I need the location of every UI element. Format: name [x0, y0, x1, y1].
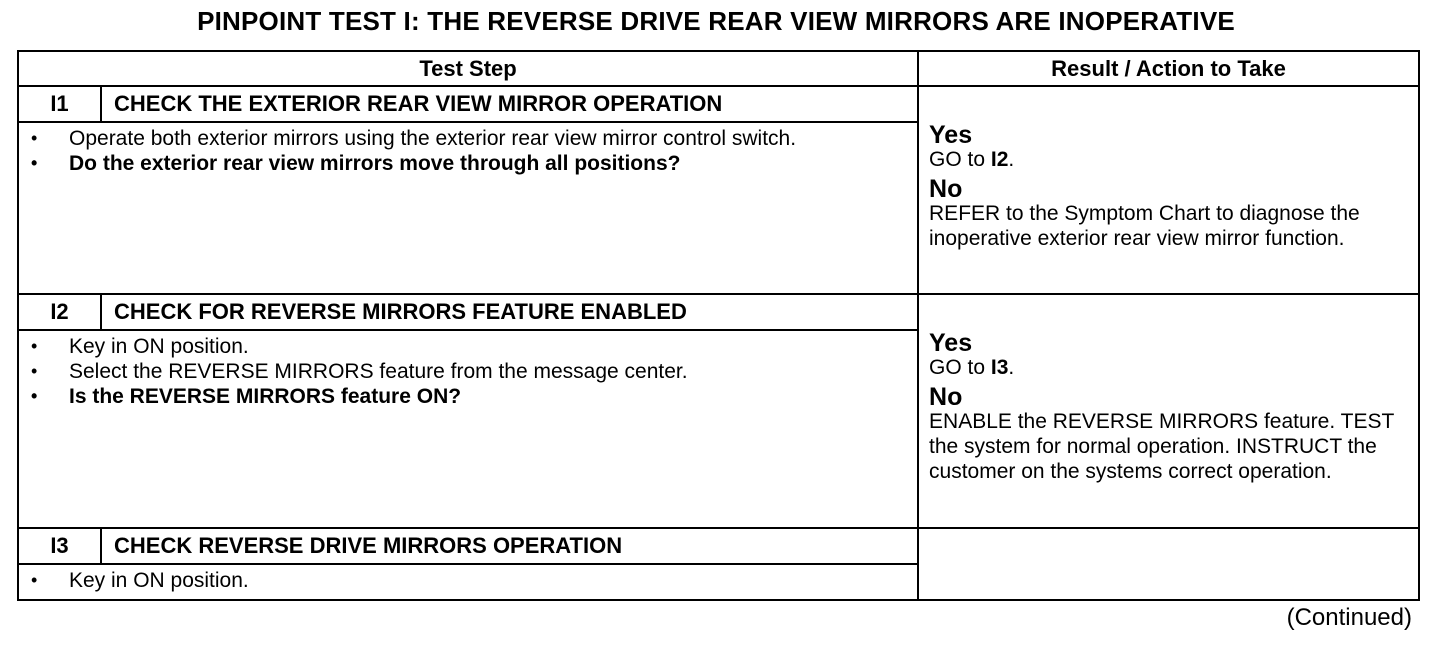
step-title-row	[18, 528, 1419, 564]
result-cell	[918, 86, 1419, 294]
bullet-icon: •	[31, 386, 38, 406]
step-id: I1	[18, 86, 101, 122]
header-result: Result / Action to Take	[918, 51, 1419, 86]
step-title-row	[18, 294, 1419, 330]
step-id: I2	[18, 294, 101, 330]
yes-label: Yes	[929, 121, 973, 149]
continued-note: (Continued)	[1286, 604, 1412, 631]
list-item: • Is the REVERSE MIRRORS feature ON?	[31, 385, 462, 408]
table-header-row	[18, 51, 1419, 86]
bullet-icon: •	[31, 128, 38, 148]
list-item: • Do the exterior rear view mirrors move through all positions?	[31, 152, 681, 175]
list-item: • Key in ON position.	[31, 335, 249, 358]
yes-label: Yes	[929, 329, 973, 357]
step-title-row	[18, 86, 1419, 122]
no-action: ENABLE the REVERSE MIRRORS feature. TEST the system for normal operation. INSTRUCT the customer on the systems correct operation.	[929, 410, 1394, 483]
bullet-icon: •	[31, 153, 38, 173]
step-bullet-list	[29, 334, 907, 409]
bullet-icon: •	[31, 336, 38, 356]
result-cell	[918, 528, 1419, 600]
bullet-icon: •	[31, 361, 38, 381]
list-item: • Key in ON position.	[31, 569, 249, 592]
step-id: I3	[18, 528, 101, 564]
step-bullet-list	[29, 568, 907, 593]
step-body	[18, 122, 918, 294]
no-label: No	[929, 175, 963, 203]
pinpoint-test-table	[17, 50, 1420, 601]
step-body	[18, 330, 918, 528]
bullet-icon: •	[31, 570, 38, 590]
header-test-step: Test Step	[18, 51, 918, 86]
list-item: • Operate both exterior mirrors using the exterior rear view mirror control switch.	[31, 127, 797, 150]
step-title: CHECK REVERSE DRIVE MIRRORS OPERATION	[101, 528, 918, 564]
yes-target: I2	[990, 148, 1009, 171]
yes-action: GO to I3.	[929, 356, 1015, 379]
step-body	[18, 564, 918, 600]
step-title: CHECK THE EXTERIOR REAR VIEW MIRROR OPERATION	[101, 86, 918, 122]
page-title: PINPOINT TEST I: THE REVERSE DRIVE REAR VIEW MIRRORS ARE INOPERATIVE	[197, 6, 1235, 36]
no-label: No	[929, 383, 963, 411]
no-action: REFER to the Symptom Chart to diagnose the inoperative exterior rear view mirror function.	[929, 202, 1360, 250]
yes-action: GO to I2.	[929, 148, 1015, 171]
list-item: • Select the REVERSE MIRRORS feature from the message center.	[31, 360, 688, 383]
yes-target: I3	[990, 356, 1009, 379]
result-cell	[918, 294, 1419, 528]
step-title: CHECK FOR REVERSE MIRRORS FEATURE ENABLED	[101, 294, 918, 330]
step-bullet-list	[29, 126, 907, 176]
